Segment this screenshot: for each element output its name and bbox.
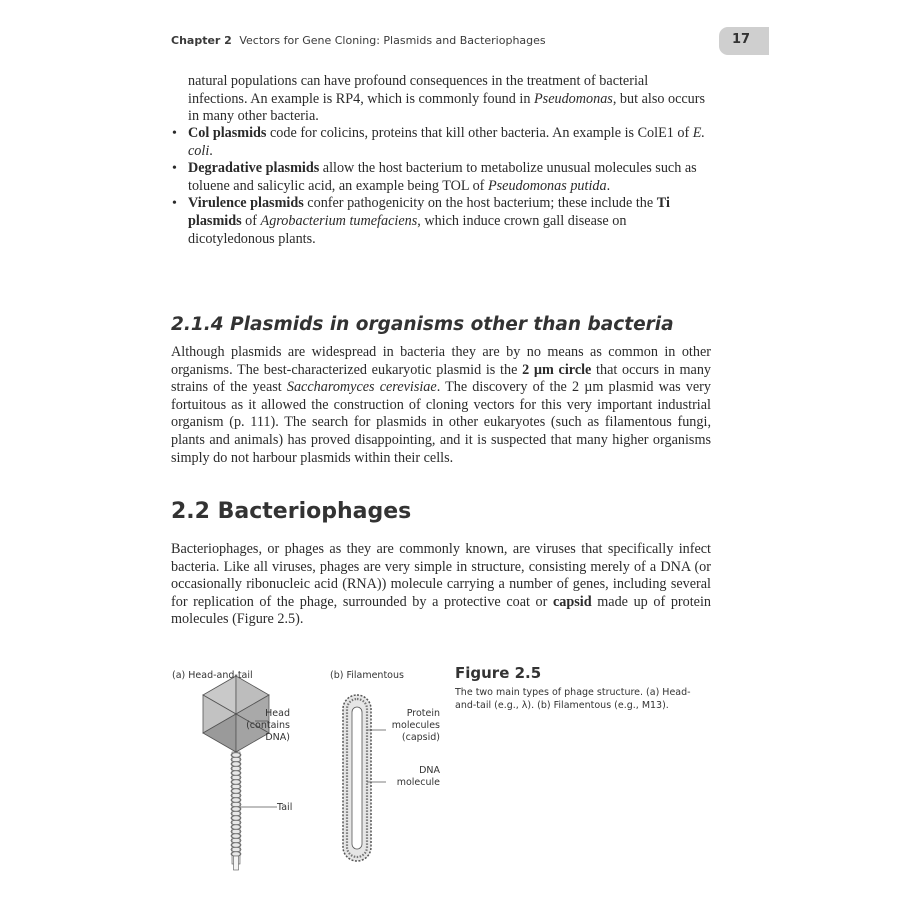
text-run: code for colicins, proteins that kill other bacteria. An example is ColE1 of [266,125,693,141]
italic-term: Pseudomonas putida [487,177,607,194]
head-label-1: Head [265,708,290,719]
figure-title: Figure 2.5 [455,664,542,682]
italic-term: E. coli [188,125,705,159]
intro-paragraph [188,73,708,126]
term: Ti plasmids [188,195,670,229]
text-run: , which induce crown gall disease on dicotyledonous plants. [188,212,627,247]
running-header [171,34,546,47]
protein-label-3: (capsid) [401,732,440,743]
text-run: that occurs in many strains of the yeast [171,361,712,396]
text-run: confer pathogenicity on the host bacterium; these include the [303,195,657,212]
list-item-col-plasmids [170,125,710,160]
filamentous-phage-icon [343,695,371,861]
italic-term: Saccharomyces cerevisiae [286,379,437,396]
plasmid-type-list [170,125,710,248]
text-run: allow the host bacterium to metabolize unusual molecules such as toluene and salicylic acid, an example being TOL of [188,160,697,194]
dna-label-2: molecule [396,777,440,788]
section-heading-2-1-4: 2.1.4 Plasmids in organisms other than bacteria [171,314,674,335]
head-label-2: (contains [246,720,290,731]
chapter-title: Vectors for Gene Cloning: Plasmids and Bacteriophages [239,34,546,47]
list-item-virulence-plasmids [170,195,710,248]
text-run: , but also occurs in many other bacteria. [188,90,706,125]
text-run: . The discovery of the 2 µm plasmid was very fortuitous as it allowed the construction of cloning vectors for this very important industrial organism (p. 111). The search for plasmids in other eukaryotes (such as filamentous fungi, plants and animals) has proved disappointing, and it is suspected that many higher organisms simply do not harbour plasmids within their cells. [171,379,711,466]
section-2-2-paragraph [171,541,711,629]
head-label-3: DNA) [265,732,290,743]
dna-label-1: DNA [419,765,440,776]
term: Col plasmids [188,125,267,141]
page-number: 17 [732,32,751,47]
text-run: Bacteriophages, or phages as they are commonly known, are viruses that specifically infect bacteria. Like all viruses, phages are very simple in structure, consisting merely of a DNA (or occasionally ribonucleic acid (RNA)) molecule carrying a number of genes, including several for replication of the phage, surrounded by a protective coat or [171,541,711,610]
text-run: . [209,142,213,159]
list-item-degradative-plasmids [170,160,710,195]
panel-b-label: (b) Filamentous [330,670,404,681]
tail-label: Tail [277,802,293,813]
italic-term: Pseudomonas [534,90,613,107]
section-heading-2-2: 2.2 Bacteriophages [171,499,412,524]
term: capsid [553,593,592,610]
text-run: of [241,212,261,229]
text-run: natural populations can have profound consequences in the treatment of bacterial infections. An example is RP4, which is commonly found in [188,73,649,107]
term: Degradative plasmids [188,160,320,177]
text-run: . [606,177,611,194]
term: 2 µm circle [522,361,592,378]
figure-caption: The two main types of phage structure. (a) Head-and-tail (e.g., λ). (b) Filamentous (e.g., M13). [455,687,691,711]
protein-label-1: Protein [406,708,440,719]
section-2-1-4-paragraph [171,344,711,467]
panel-a-label: (a) Head-and-tail [172,670,253,681]
chapter-label: Chapter 2 [171,34,232,47]
text-run: Although plasmids are widespread in bacteria they are by no means as common in other organisms. The best-characterized eukaryotic plasmid is the [171,344,711,378]
phage-tail-icon [231,752,241,870]
protein-label-2: molecules [391,720,440,731]
text-run: made up of protein molecules (Figure 2.5). [171,593,712,628]
italic-term: Agrobacterium tumefaciens [260,212,418,229]
term: Virulence plasmids [188,195,304,212]
